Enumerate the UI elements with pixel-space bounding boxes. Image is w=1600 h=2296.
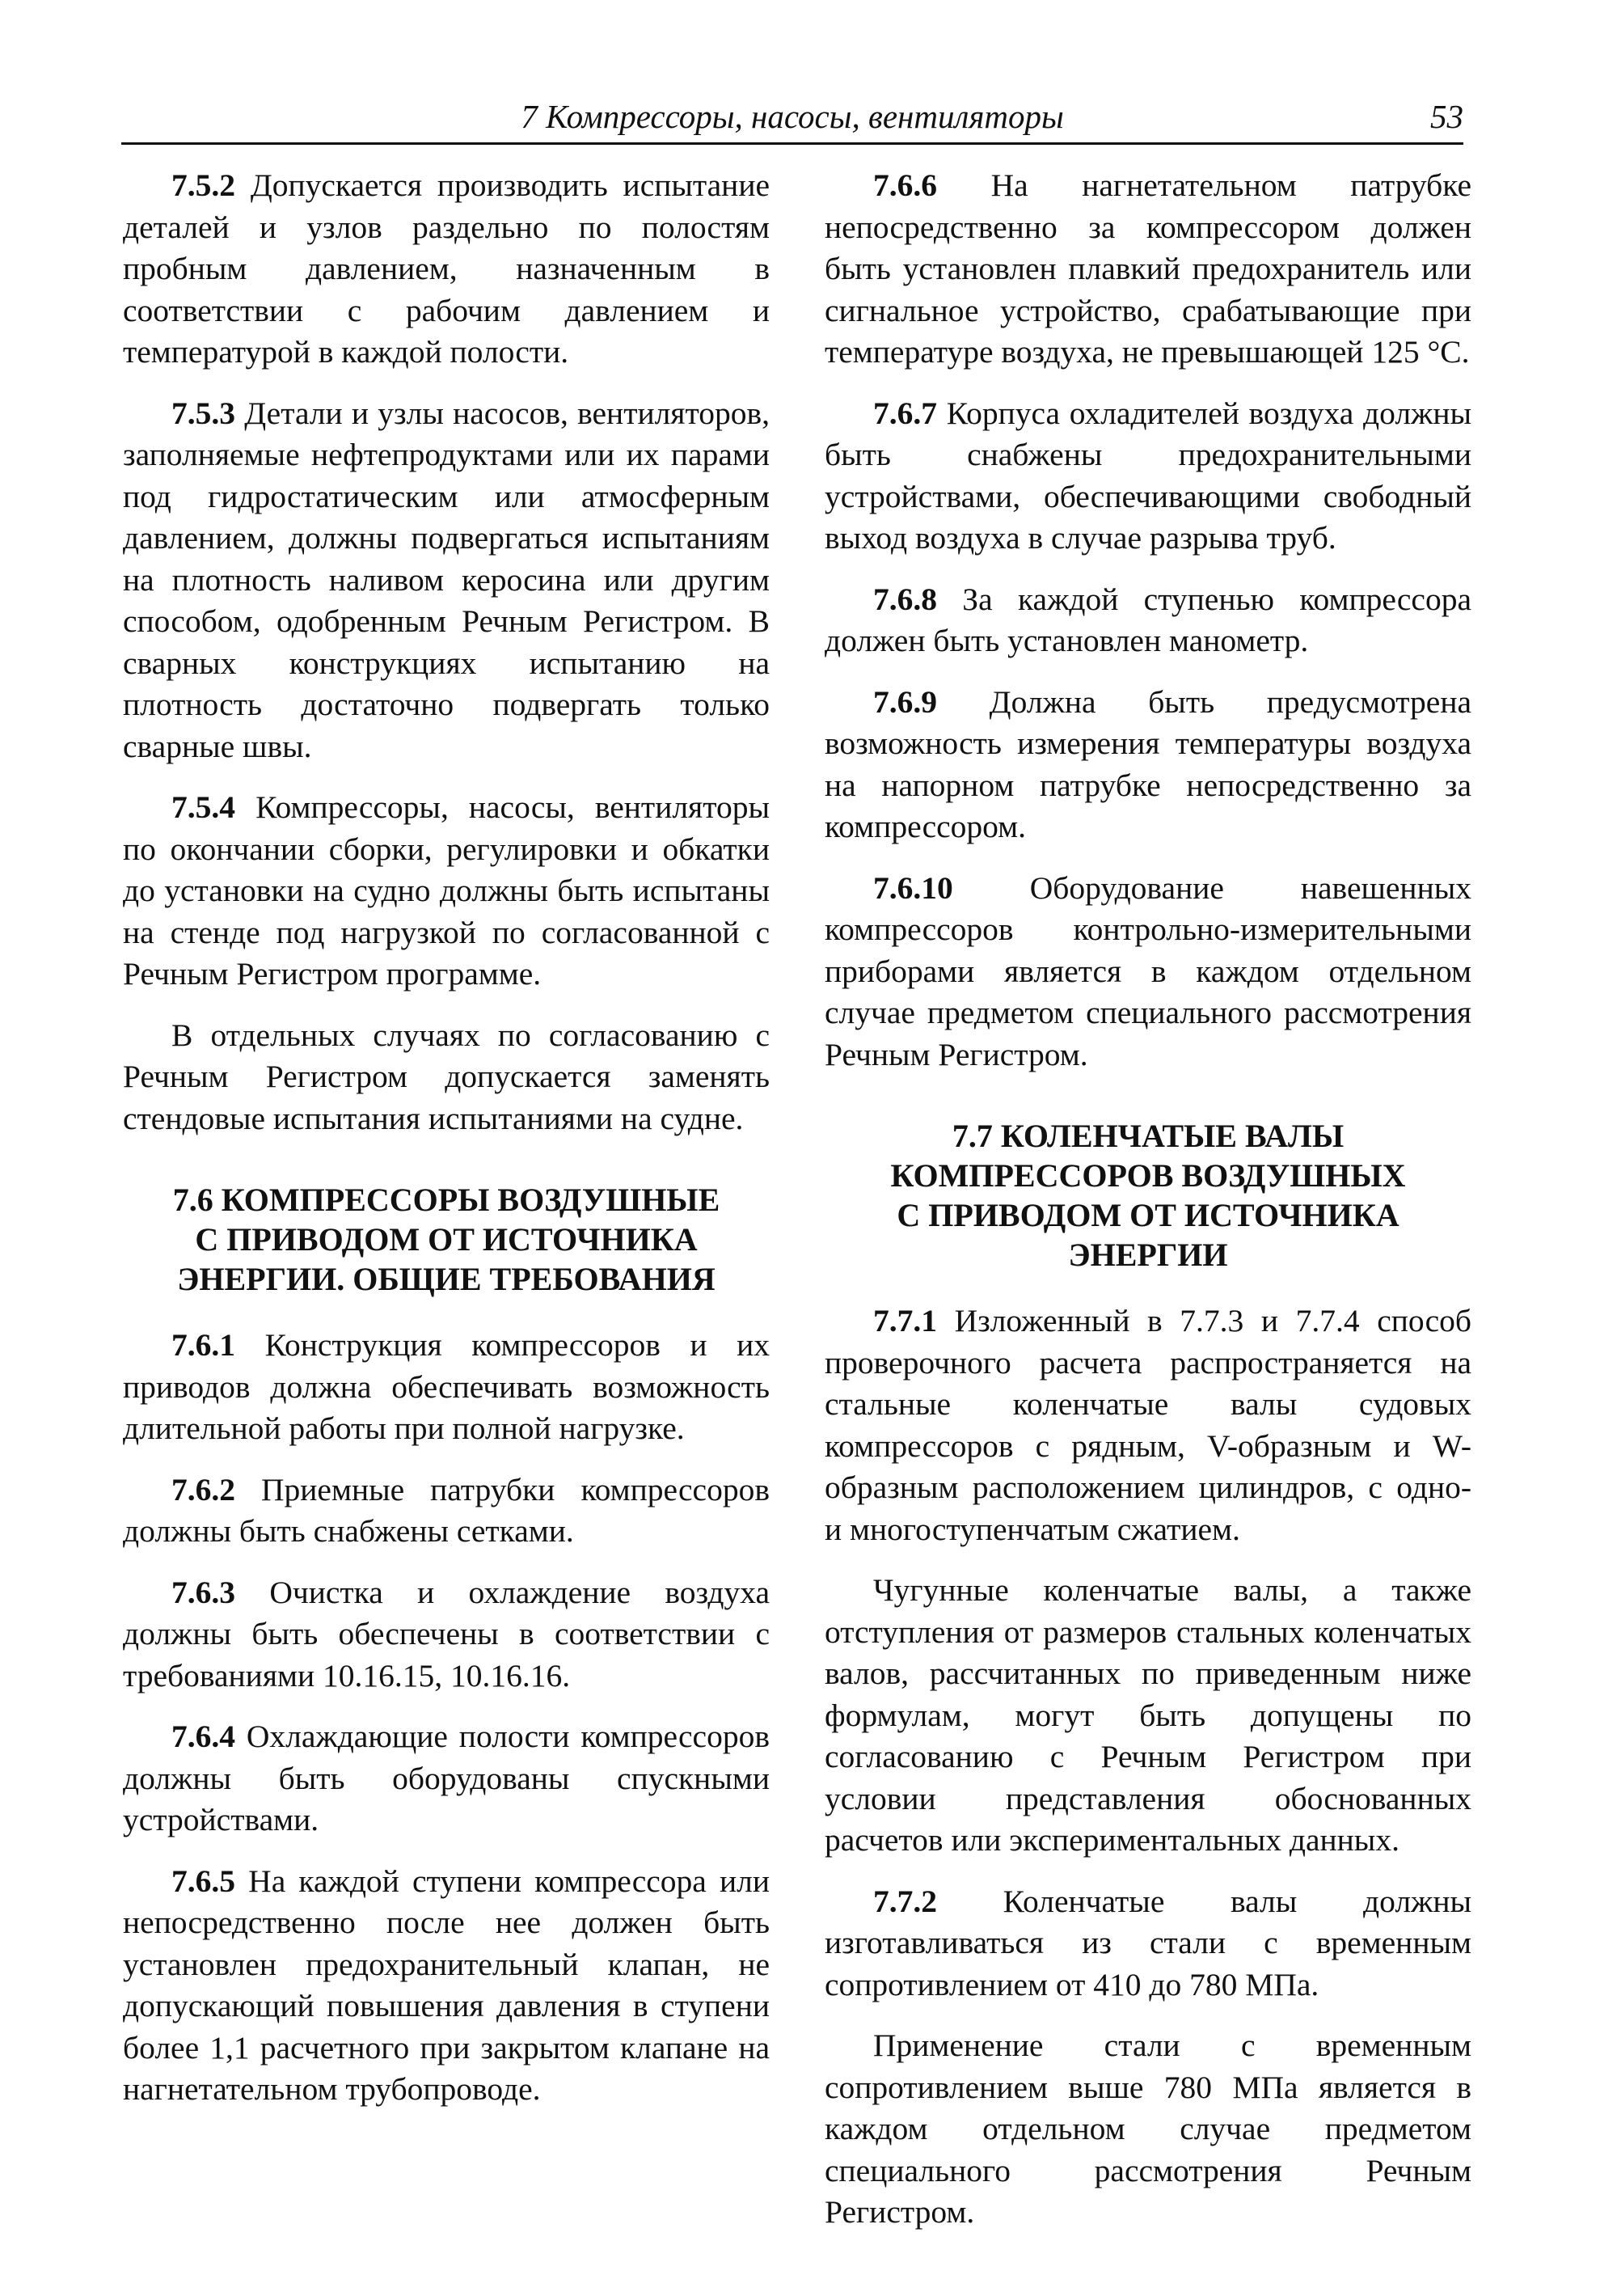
heading-line: ЭНЕРГИИ. ОБЩИЕ ТРЕБОВАНИЯ xyxy=(177,1261,716,1297)
clause-number: 7.6.8 xyxy=(873,581,937,617)
heading-line: КОМПРЕССОРОВ ВОЗДУШНЫХ xyxy=(890,1157,1406,1194)
clause-number: 7.5.4 xyxy=(171,789,235,825)
clause-number: 7.6.7 xyxy=(873,395,937,431)
clause-7-6-7 xyxy=(825,393,1471,560)
clause-number: 7.6.6 xyxy=(873,167,937,203)
heading-line: 7.7 КОЛЕНЧАТЫЕ ВАЛЫ xyxy=(952,1118,1345,1154)
section-heading-7-7 xyxy=(825,1116,1471,1275)
clause-7-5-4-continued: В отдельных случаях по согласованию с Речным Регистром допускается заменять стендовые испытания испытаниями на судне. xyxy=(123,1017,770,1136)
running-title: 7 Компрессоры, насосы, вентиляторы xyxy=(521,98,1064,135)
clause-text: На нагнетательном патрубке непосредственно за компрессором должен быть установлен плавкий предохранитель или сигнальное устройство, срабатывающие при температуре воздуха, не превышающей 125 °С. xyxy=(825,167,1471,370)
clause-7-7-1 xyxy=(825,1300,1471,1550)
clause-text: Корпуса охладителей воздуха должны быть снабжены предохранительными устройствами, обеспечивающими свободный выход воздуха в случае разрыва труб. xyxy=(825,395,1471,556)
clause-text: Компрессоры, насосы, вентиляторы по окончании сборки, регулировки и обкатки до установки на судно должны быть испытаны на стенде под нагрузкой по согласованной с Речным Регистром программе. xyxy=(123,789,770,992)
clause-text: Коленчатые валы должны изготавливаться из стали с временным сопротивлением от 410 до 780 МПа. xyxy=(825,1883,1471,2002)
heading-line: 7.6 КОМПРЕССОРЫ ВОЗДУШНЫЕ xyxy=(172,1182,720,1218)
clause-number: 7.5.2 xyxy=(171,167,235,203)
clause-text: Оборудование навешенных компрессоров контрольно-измерительными приборами является в каждом отдельном случае предметом специального рассмотрения Речным Регистром. xyxy=(825,869,1471,1072)
clause-text: Допускается производить испытание деталей и узлов раздельно по полостям пробным давлением, назначенным в соответствии с рабочим давлением и температурой в каждой полости. xyxy=(123,167,770,370)
clause-number: 7.6.5 xyxy=(171,1863,235,1899)
clause-text: Детали и узлы насосов, вентиляторов, заполняемые нефтепродуктами или их парами под гидростатическим или атмосферным давлением, должны подвергаться испытаниям на плотность наливом керосина или другим способом, одобренным Речным Регистром. В сварных конструкциях испытанию на плотность достаточно подвергать только сварные швы. xyxy=(123,395,770,764)
clause-number: 7.6.2 xyxy=(171,1471,235,1507)
clause-7-6-9 xyxy=(825,682,1471,848)
heading-line: С ПРИВОДОМ ОТ ИСТОЧНИКА xyxy=(897,1197,1399,1233)
clause-7-7-2 xyxy=(825,1881,1471,2006)
clause-text: Очистка и охлаждение воздуха должны быть обеспечены в соответствии с требованиями 10.16.15, 10.16.16. xyxy=(123,1574,770,1693)
left-column xyxy=(123,165,770,2130)
page-number: 53 xyxy=(1430,98,1463,135)
heading-line: С ПРИВОДОМ ОТ ИСТОЧНИКА xyxy=(195,1221,698,1258)
clause-7-7-2-continued: Применение стали с временным сопротивлением выше 780 МПа является в каждом отдельном случае предметом специального рассмотрения Речным Регистром. xyxy=(825,2027,1471,2230)
right-column xyxy=(825,165,1471,2253)
clause-text: На каждой ступени компрессора или непосредственно после нее должен быть установлен предохранительный клапан, не допускающий повышения давления в ступени более 1,1 расчетного при закрытом клапане на нагнетательном трубопроводе. xyxy=(123,1863,770,2107)
clause-number: 7.6.3 xyxy=(171,1574,235,1610)
clause-number: 7.7.2 xyxy=(873,1883,937,1919)
clause-7-6-10 xyxy=(825,868,1471,1076)
page-header xyxy=(121,95,1463,145)
heading-line: ЭНЕРГИИ xyxy=(1068,1237,1228,1273)
clause-7-5-3 xyxy=(123,393,770,768)
clause-number: 7.6.4 xyxy=(171,1719,235,1754)
clause-7-6-2 xyxy=(123,1469,770,1553)
clause-number: 7.6.1 xyxy=(171,1327,235,1363)
section-heading-7-6 xyxy=(123,1180,770,1299)
clause-text: Охлаждающие полости компрессоров должны быть оборудованы спускными устройствами. xyxy=(123,1719,770,1837)
clause-number: 7.7.1 xyxy=(873,1303,937,1338)
clause-number: 7.6.10 xyxy=(873,869,953,906)
clause-7-6-4 xyxy=(123,1716,770,1841)
clause-7-5-4 xyxy=(123,787,770,996)
clause-number: 7.5.3 xyxy=(171,395,235,431)
clause-text: Должна быть предусмотрена возможность измерения температуры воздуха на напорном патрубке непосредственно за компрессором. xyxy=(825,683,1471,844)
clause-number: 7.6.9 xyxy=(873,683,937,720)
clause-7-7-1-continued: Чугунные коленчатые валы, а также отступления от размеров стальных коленчатых валов, рассчитанных по приведенным ниже формулам, могут быть допущены по согласованию с Речным Регистром при условии представления обоснованных расчетов или экспериментальных данных. xyxy=(825,1572,1471,1858)
clause-text: Приемные патрубки компрессоров должны быть снабжены сетками. xyxy=(123,1471,770,1549)
clause-7-6-8 xyxy=(825,579,1471,662)
clause-7-6-5 xyxy=(123,1861,770,2111)
clause-text: Изложенный в 7.7.3 и 7.7.4 способ проверочного расчета распространяется на стальные коленчатые валы судовых компрессоров с рядным, V-образным и W-образным расположением цилиндров, с одно- и многоступенчатым сжатием. xyxy=(825,1303,1471,1547)
clause-text: За каждой ступенью компрессора должен быть установлен манометр. xyxy=(825,581,1471,658)
clause-7-6-3 xyxy=(123,1572,770,1698)
clause-7-5-2 xyxy=(123,165,770,374)
clause-7-6-1 xyxy=(123,1325,770,1450)
clause-7-6-6 xyxy=(825,165,1471,374)
clause-text: Конструкция компрессоров и их приводов должна обеспечивать возможность длительной работы при полной нагрузке. xyxy=(123,1327,770,1446)
